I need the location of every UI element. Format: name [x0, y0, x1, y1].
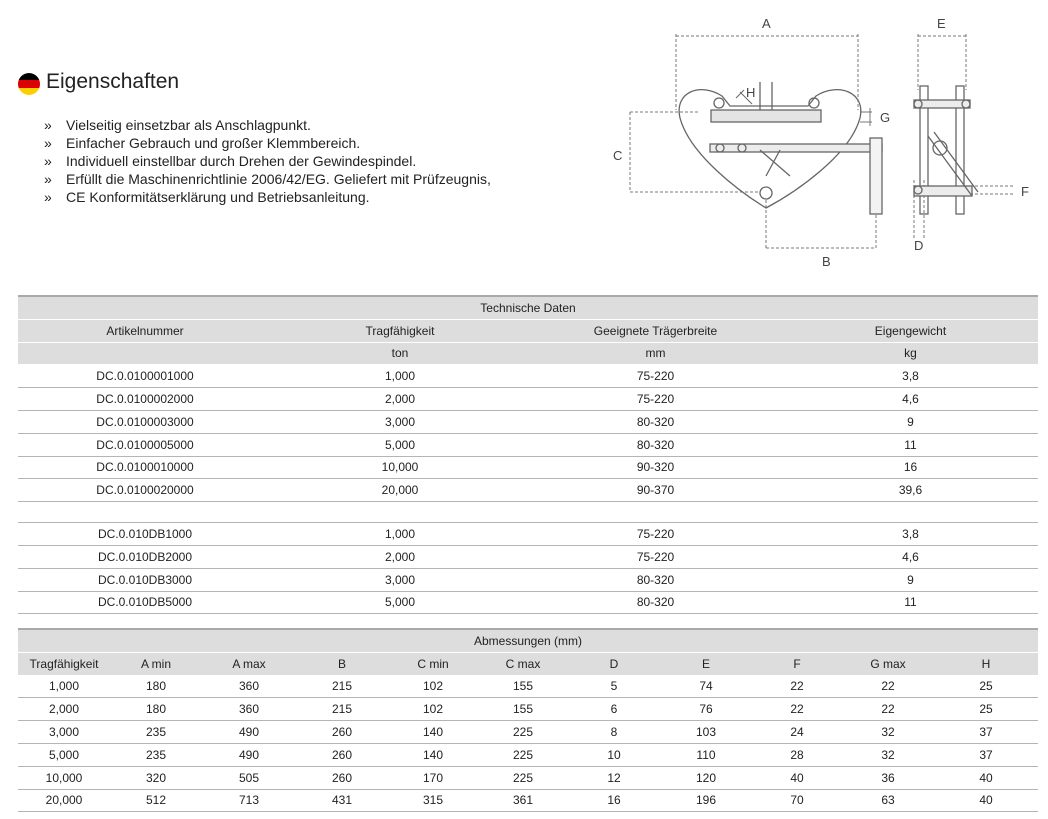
- cell: DC.0.0100002000: [18, 388, 272, 411]
- tech-unit-beam-width: mm: [528, 342, 783, 365]
- cell: 40: [934, 789, 1038, 812]
- cell: 9: [783, 568, 1038, 591]
- cell: 120: [660, 766, 752, 789]
- cell: 25: [934, 675, 1038, 698]
- feature-item: » Vielseitig einsetzbar als Anschlagpunkt.: [44, 116, 491, 134]
- cell: 215: [296, 675, 388, 698]
- cell: 20,000: [18, 789, 110, 812]
- feature-item-continuation: CE Konformitätserklärung und Betriebsanleitung.: [66, 189, 370, 205]
- cell: 9: [783, 410, 1038, 433]
- cell: 16: [783, 456, 1038, 479]
- cell: 490: [202, 721, 296, 744]
- cell: 40: [752, 766, 842, 789]
- cell: 75-220: [528, 545, 783, 568]
- cell: 103: [660, 721, 752, 744]
- cell: 22: [842, 698, 934, 721]
- table-row: [18, 523, 1038, 546]
- cell: 10,000: [18, 766, 110, 789]
- cell: 22: [752, 675, 842, 698]
- cell: 74: [660, 675, 752, 698]
- cell: 76: [660, 698, 752, 721]
- tech-unit-article: [18, 342, 272, 365]
- cell: 39,6: [783, 479, 1038, 502]
- cell: 37: [934, 721, 1038, 744]
- cell: 28: [752, 743, 842, 766]
- dims-header-e: E: [660, 652, 752, 675]
- cell: 3,8: [783, 523, 1038, 546]
- cell: 11: [783, 433, 1038, 456]
- table-row: [18, 766, 1038, 789]
- table-row: [18, 743, 1038, 766]
- cell: 505: [202, 766, 296, 789]
- table-row: [18, 789, 1038, 812]
- page-title: Eigenschaften: [46, 70, 180, 93]
- cell: 155: [478, 675, 568, 698]
- cell: 5,000: [272, 591, 528, 614]
- cell: 102: [388, 675, 478, 698]
- cell: 63: [842, 789, 934, 812]
- cell: 10,000: [272, 456, 528, 479]
- table-spacer-row: [18, 502, 1038, 523]
- dim-label-b: B: [822, 254, 831, 269]
- dim-label-e: E: [937, 16, 946, 31]
- cell: 2,000: [272, 545, 528, 568]
- dims-header-c-min: C min: [388, 652, 478, 675]
- cell: DC.0.0100010000: [18, 456, 272, 479]
- cell: 80-320: [528, 591, 783, 614]
- cell: 40: [934, 766, 1038, 789]
- cell: 170: [388, 766, 478, 789]
- cell: 713: [202, 789, 296, 812]
- cell: 3,000: [272, 568, 528, 591]
- dim-label-d: D: [914, 238, 924, 253]
- tech-unit-capacity: ton: [272, 342, 528, 365]
- cell: 10: [568, 743, 660, 766]
- dims-header-h: H: [934, 652, 1038, 675]
- cell: 360: [202, 698, 296, 721]
- table-row: [18, 545, 1038, 568]
- tech-header-article: Artikelnummer: [18, 319, 272, 342]
- dim-label-g: G: [880, 110, 891, 125]
- cell: 22: [752, 698, 842, 721]
- cell: 225: [478, 766, 568, 789]
- cell: 12: [568, 766, 660, 789]
- cell: 70: [752, 789, 842, 812]
- cell: 140: [388, 743, 478, 766]
- cell: 20,000: [272, 479, 528, 502]
- cell: 235: [110, 721, 202, 744]
- cell: DC.0.010DB1000: [18, 523, 272, 546]
- cell: 75-220: [528, 388, 783, 411]
- cell: 155: [478, 698, 568, 721]
- feature-item: » Individuell einstellbar durch Drehen der Gewindespindel.: [44, 152, 491, 170]
- table-row: [18, 591, 1038, 614]
- spacer-cell: [18, 502, 1038, 523]
- feature-item: » Einfacher Gebrauch und großer Klemmbereich.: [44, 134, 491, 152]
- beam-clamp-diagram: [0, 0, 1048, 290]
- cell: DC.0.0100020000: [18, 479, 272, 502]
- cell: 235: [110, 743, 202, 766]
- dims-header-a-min: A min: [110, 652, 202, 675]
- cell: 4,6: [783, 545, 1038, 568]
- cell: 180: [110, 675, 202, 698]
- table-row: [18, 388, 1038, 411]
- cell: 512: [110, 789, 202, 812]
- cell: 315: [388, 789, 478, 812]
- dims-header-capacity: Tragfähigkeit: [18, 652, 110, 675]
- table-row: [18, 456, 1038, 479]
- dim-label-h: H: [746, 85, 756, 100]
- cell: 6: [568, 698, 660, 721]
- table-row: [18, 479, 1038, 502]
- cell: 1,000: [272, 365, 528, 388]
- cell: 102: [388, 698, 478, 721]
- cell: 5: [568, 675, 660, 698]
- cell: 22: [842, 675, 934, 698]
- dim-label-a: A: [762, 16, 771, 31]
- cell: 4,6: [783, 388, 1038, 411]
- cell: 2,000: [18, 698, 110, 721]
- cell: 90-370: [528, 479, 783, 502]
- cell: 320: [110, 766, 202, 789]
- cell: DC.0.010DB3000: [18, 568, 272, 591]
- dims-header-c-max: C max: [478, 652, 568, 675]
- cell: 140: [388, 721, 478, 744]
- cell: 36: [842, 766, 934, 789]
- table-row: [18, 568, 1038, 591]
- dims-table-title: Abmessungen (mm): [18, 629, 1038, 652]
- cell: 3,000: [18, 721, 110, 744]
- cell: 25: [934, 698, 1038, 721]
- table-row: [18, 675, 1038, 698]
- cell: 16: [568, 789, 660, 812]
- dims-header-b: B: [296, 652, 388, 675]
- table-row: [18, 410, 1038, 433]
- dim-label-f: F: [1021, 184, 1029, 199]
- dims-header-d: D: [568, 652, 660, 675]
- technical-data-table: [18, 295, 1038, 614]
- cell: 5,000: [272, 433, 528, 456]
- tech-header-weight: Eigengewicht: [783, 319, 1038, 342]
- dims-header-a-max: A max: [202, 652, 296, 675]
- tech-header-beam-width: Geeignete Trägerbreite: [528, 319, 783, 342]
- cell: 180: [110, 698, 202, 721]
- cell: 3,8: [783, 365, 1038, 388]
- cell: 196: [660, 789, 752, 812]
- cell: 260: [296, 766, 388, 789]
- cell: 75-220: [528, 523, 783, 546]
- cell: 2,000: [272, 388, 528, 411]
- cell: DC.0.010DB5000: [18, 591, 272, 614]
- cell: 360: [202, 675, 296, 698]
- dims-header-f: F: [752, 652, 842, 675]
- cell: 32: [842, 721, 934, 744]
- cell: 110: [660, 743, 752, 766]
- cell: 1,000: [272, 523, 528, 546]
- cell: 361: [478, 789, 568, 812]
- cell: 37: [934, 743, 1038, 766]
- table-row: [18, 721, 1038, 744]
- cell: 11: [783, 591, 1038, 614]
- cell: 260: [296, 743, 388, 766]
- cell: 5,000: [18, 743, 110, 766]
- dim-label-c: C: [613, 148, 623, 163]
- cell: 32: [842, 743, 934, 766]
- tech-table-title: Technische Daten: [18, 296, 1038, 319]
- cell: 90-320: [528, 456, 783, 479]
- cell: 80-320: [528, 410, 783, 433]
- cell: DC.0.0100001000: [18, 365, 272, 388]
- dimensions-table: [18, 628, 1038, 812]
- cell: 3,000: [272, 410, 528, 433]
- table-row: [18, 698, 1038, 721]
- cell: 225: [478, 743, 568, 766]
- cell: 215: [296, 698, 388, 721]
- table-row: [18, 433, 1038, 456]
- cell: 260: [296, 721, 388, 744]
- table-row: [18, 365, 1038, 388]
- cell: 225: [478, 721, 568, 744]
- cell: 8: [568, 721, 660, 744]
- feature-item: » Erfüllt die Maschinenrichtlinie 2006/42/EG. Geliefert mit Prüfzeugnis,: [44, 170, 491, 188]
- cell: 75-220: [528, 365, 783, 388]
- cell: DC.0.0100005000: [18, 433, 272, 456]
- tech-unit-weight: kg: [783, 342, 1038, 365]
- cell: 24: [752, 721, 842, 744]
- cell: DC.0.0100003000: [18, 410, 272, 433]
- cell: 431: [296, 789, 388, 812]
- cell: DC.0.010DB2000: [18, 545, 272, 568]
- cell: 1,000: [18, 675, 110, 698]
- cell: 490: [202, 743, 296, 766]
- dims-header-g-max: G max: [842, 652, 934, 675]
- cell: 80-320: [528, 568, 783, 591]
- tech-header-capacity: Tragfähigkeit: [272, 319, 528, 342]
- cell: 80-320: [528, 433, 783, 456]
